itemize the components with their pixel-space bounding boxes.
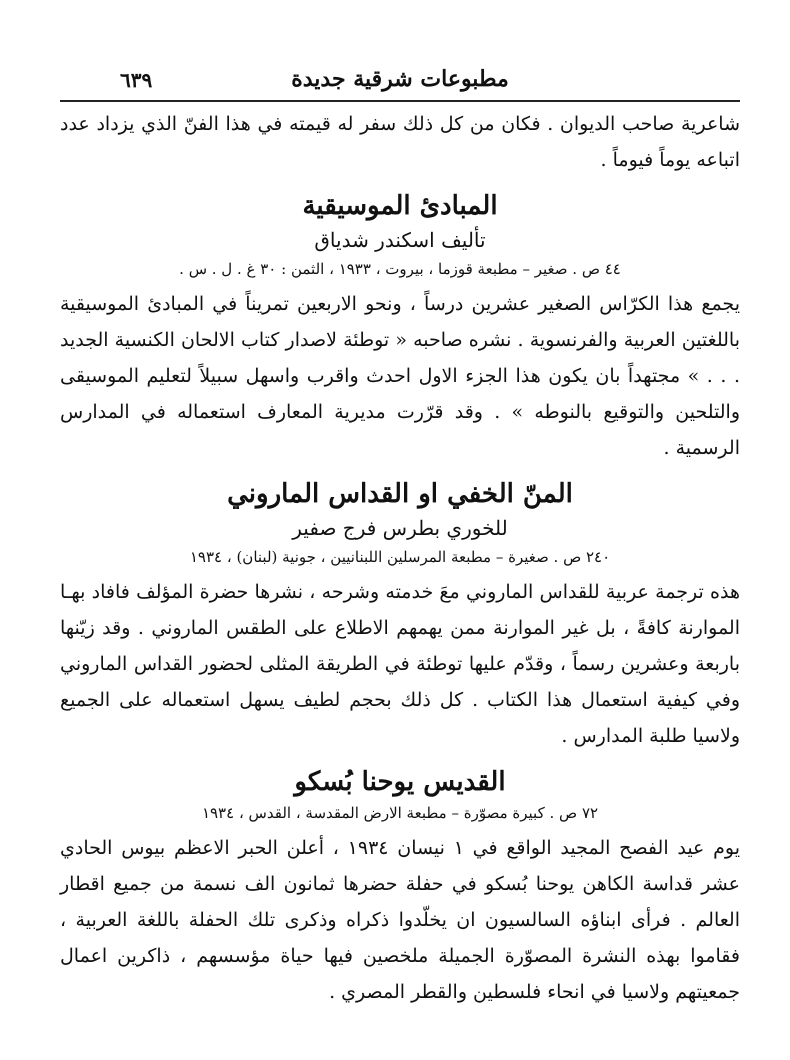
entry-2-details: ٢٤٠ ص . صغيرة – مطبعة المرسلين اللبنانيين ، جونية (لبنان) ، ١٩٣٤ bbox=[189, 548, 611, 566]
entry-2-body: هذه ترجمة عربية للقداس الماروني معَ خدمته وشرحه ، نشرها حضرة المؤلف فافاد بهـا الموارنة كافةً ، بل غير الموارنة ممن يهمهم الاطلاع على الطقس الماروني . وقد زيّنها باربعة وعشرين رسماً ، وقدّم عليها توطئة في الطريقة المثلى لحضور القداس الماروني وفي كيفية استعمال هذا الكتاب . كل ذلك بحجم لطيف يسهل استعماله على الجميع ولاسيا طلبة المدارس . bbox=[60, 581, 740, 747]
entry-1-body: يجمع هذا الكرّاس الصغير عشرين درساً ، ونحو الاربعين تمريناً في المبادئ الموسيقية باللغتين العربية والفرنسوية . نشره صاحبه « توطئة لاصدار كتاب الالحان الكنسية الجديد . . . » مجتهداً بان يكون هذا الجزء الاول احدث واقرب واسهل سبيلاً لتعليم الموسيقى والتلحين والتوقيع بالنوطه » . وقد قرّرت مديرية المعارف استعماله في المدارس الرسمية . bbox=[60, 293, 741, 459]
entry-1-title: المبادئ الموسيقية bbox=[302, 191, 498, 221]
entry-3-details: ٧٢ ص . كبيرة مصوّرة – مطبعة الارض المقدسة ، القدس ، ١٩٣٤ bbox=[201, 804, 599, 822]
entry-1-details: ٤٤ ص . صغير – مطبعة قوزما ، بيروت ، ١٩٣٣ ، الثمن : ٣٠ غ . ل . س . bbox=[179, 260, 621, 278]
intro-paragraph: شاعرية صاحب الديوان . فكان من كل ذلك سفر له قيمته في هذا الفنّ الذي يزداد عدد اتباعه يوماً فيوماً . bbox=[60, 113, 740, 171]
entry-3-body: يوم عيد الفصح المجيد الواقع في ١ نيسان ١٩٣٤ ، أعلن الحبر الاعظم بيوس الحادي عشر قداسة الكاهن يوحنا بُسكو في حفلة حضرها ثمانون الف نسمة من جميع اقطار العالم . فرأى ابناؤه السالسيون ان يخلّدوا ذكراه وذكرى تلك الحفلة باللغة العربية ، فقاموا بهذه النشرة المصوّرة الجميلة ملخصين فيها حياة مؤسسهم ، ذاكرين اعمال جمعيتهم ولاسيا في انحاء فلسطين والقطر المصري . bbox=[60, 837, 740, 1003]
page bbox=[60, 60, 740, 1020]
entry-2-title: المنّ الخفي او القداس الماروني bbox=[227, 479, 573, 509]
header-title: مطبوعات شرقية جديدة bbox=[291, 66, 509, 92]
entry-1-author: تأليف اسكندر شدياق bbox=[314, 228, 486, 252]
entry-3-title: القديس يوحنا بُسكو bbox=[294, 767, 506, 797]
running-header bbox=[60, 60, 740, 102]
page-number: ٦٣٩ bbox=[120, 68, 153, 92]
entry-2-author: للخوري بطرس فرج صفير bbox=[292, 516, 508, 540]
